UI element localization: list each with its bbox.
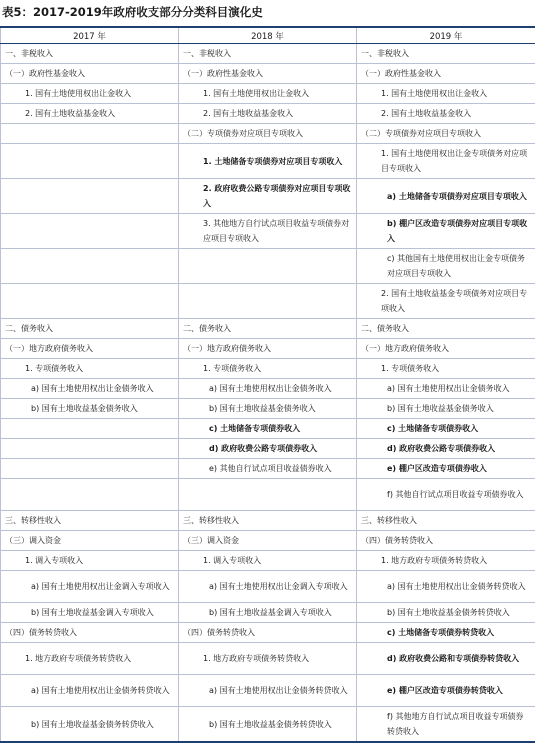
table-row: [1, 249, 535, 284]
table-row: [1, 319, 535, 339]
table-cell: 1. 专项债务收入: [1, 359, 179, 379]
table-cell: [179, 479, 357, 511]
table-row: [1, 571, 535, 603]
table-cell: （一）政府性基金收入: [357, 64, 535, 84]
table-cell: 二、债务收入: [357, 319, 535, 339]
table-row: [1, 284, 535, 319]
table-cell: [179, 284, 357, 319]
table-cell: （一）地方政府债务收入: [179, 339, 357, 359]
table-row: [1, 623, 535, 643]
table-row: [1, 675, 535, 707]
table-cell: e) 其他自行试点项目收益债券收入: [179, 459, 357, 479]
table-cell: 1. 国有土地使用权出让金收入: [357, 84, 535, 104]
table-cell: 2. 政府收费公路专项债券对应项目专项收入: [179, 179, 357, 214]
table-row: [1, 104, 535, 124]
table-cell: b) 国有土地收益基金债务转贷收入: [1, 707, 179, 743]
table-cell: 2. 国有土地收益基金收入: [1, 104, 179, 124]
table-cell: 2. 国有土地收益基金收入: [179, 104, 357, 124]
table-cell: a) 国有土地使用权出让金债务收入: [1, 379, 179, 399]
table-row: [1, 551, 535, 571]
table-cell: 1. 土地储备专项债券对应项目专项收入: [179, 144, 357, 179]
table-cell: d) 政府收费公路和专项债券转贷收入: [357, 643, 535, 675]
table-cell: （四）债务转贷收入: [357, 531, 535, 551]
table-cell: （三）调入资金: [179, 531, 357, 551]
table-cell: （一）地方政府债务收入: [1, 339, 179, 359]
table-cell: [1, 144, 179, 179]
table-cell: （一）政府性基金收入: [1, 64, 179, 84]
table-cell: 二、债务收入: [1, 319, 179, 339]
table-cell: c) 土地储备专项债券收入: [179, 419, 357, 439]
table-row: [1, 64, 535, 84]
table-cell: b) 国有土地收益基金调入专项收入: [179, 603, 357, 623]
table-cell: 一、非税收入: [1, 44, 179, 64]
table-cell: 三、转移性收入: [179, 511, 357, 531]
table-row: [1, 339, 535, 359]
table-cell: 三、转移性收入: [1, 511, 179, 531]
table-cell: c) 土地储备专项债券收入: [357, 419, 535, 439]
table-row: [1, 531, 535, 551]
table-cell: 1. 调入专项收入: [1, 551, 179, 571]
table-cell: b) 国有土地收益基金债务收入: [179, 399, 357, 419]
table-cell: b) 国有土地收益基金债务转贷收入: [179, 707, 357, 743]
table-row: [1, 44, 535, 64]
table-cell: 2. 国有土地收益基金收入: [357, 104, 535, 124]
table-cell: 1. 专项债务收入: [179, 359, 357, 379]
table-cell: 三、转移性收入: [357, 511, 535, 531]
table-cell: b) 国有土地收益基金债务收入: [357, 399, 535, 419]
table-cell: f) 其他自行试点项目收益专项债券收入: [357, 479, 535, 511]
table-title: 表5：2017-2019年政府收支部分分类科目演化史: [2, 4, 263, 20]
table-cell: f) 其他地方自行试点项目收益专项债券转贷收入: [357, 707, 535, 743]
table-cell: 一、非税收入: [357, 44, 535, 64]
table-row: [1, 84, 535, 104]
table-cell: （二）专项债券对应项目专项收入: [179, 124, 357, 144]
table-cell: a) 国有土地使用权出让金债务收入: [357, 379, 535, 399]
table-cell: a) 国有土地使用权出让金债务收入: [179, 379, 357, 399]
table-cell: [1, 124, 179, 144]
table-cell: d) 政府收费公路专项债券收入: [357, 439, 535, 459]
table-cell: c) 其他国有土地使用权出让金专项债务对应项目专项收入: [357, 249, 535, 284]
table-cell: 1. 地方政府专项债务转贷收入: [1, 643, 179, 675]
table-row: [1, 479, 535, 511]
table-row: [1, 399, 535, 419]
table-cell: d) 政府收费公路专项债券收入: [179, 439, 357, 459]
table-row: [1, 379, 535, 399]
table-cell: （四）债务转贷收入: [1, 623, 179, 643]
header-2019: 2019 年: [357, 27, 535, 44]
table-row: [1, 214, 535, 249]
table-cell: [1, 439, 179, 459]
table-cell: （一）政府性基金收入: [179, 64, 357, 84]
table-cell: b) 棚户区改造专项债券对应项目专项收入: [357, 214, 535, 249]
table-row: [1, 439, 535, 459]
table-cell: a) 土地储备专项债券对应项目专项收入: [357, 179, 535, 214]
table-cell: a) 国有土地使用权出让金调入专项收入: [1, 571, 179, 603]
table-cell: [1, 284, 179, 319]
table-row: [1, 179, 535, 214]
table-cell: [1, 419, 179, 439]
table-cell: b) 国有土地收益基金债务转贷收入: [357, 603, 535, 623]
table-row: [1, 511, 535, 531]
table-row: [1, 359, 535, 379]
table-cell: [1, 479, 179, 511]
table-cell: e) 棚户区改造专项债券转贷收入: [357, 675, 535, 707]
table-row: [1, 144, 535, 179]
table-row: [1, 419, 535, 439]
header-2017: 2017 年: [1, 27, 179, 44]
table-cell: 3. 其他地方自行试点项目收益专项债券对应项目专项收入: [179, 214, 357, 249]
table-cell: a) 国有土地使用权出让金债务转贷收入: [1, 675, 179, 707]
table-cell: e) 棚户区改造专项债券收入: [357, 459, 535, 479]
table-cell: [179, 249, 357, 284]
table-cell: （一）地方政府债务收入: [357, 339, 535, 359]
table-cell: a) 国有土地使用权出让金调入专项收入: [179, 571, 357, 603]
table-cell: 1. 调入专项收入: [179, 551, 357, 571]
table-row: [1, 124, 535, 144]
table-cell: 1. 国有土地使用权出让金收入: [179, 84, 357, 104]
table-row: [1, 603, 535, 623]
table-cell: a) 国有土地使用权出让金债务转贷收入: [179, 675, 357, 707]
table-cell: [1, 459, 179, 479]
table-cell: c) 土地储备专项债券转贷收入: [357, 623, 535, 643]
table-cell: （四）债务转贷收入: [179, 623, 357, 643]
table-cell: （三）调入资金: [1, 531, 179, 551]
table-row: [1, 707, 535, 743]
table-cell: （二）专项债券对应项目专项收入: [357, 124, 535, 144]
table-cell: 2. 国有土地收益基金专项债务对应项目专项收入: [357, 284, 535, 319]
table-cell: b) 国有土地收益基金债务收入: [1, 399, 179, 419]
header-2018: 2018 年: [179, 27, 357, 44]
table-cell: b) 国有土地收益基金调入专项收入: [1, 603, 179, 623]
table-cell: 1. 专项债务收入: [357, 359, 535, 379]
table-cell: 一、非税收入: [179, 44, 357, 64]
table-row: [1, 643, 535, 675]
table-cell: a) 国有土地使用权出让金债务转贷收入: [357, 571, 535, 603]
table-cell: 1. 国有土地使用权出让金收入: [1, 84, 179, 104]
table-cell: [1, 179, 179, 214]
table-row: [1, 459, 535, 479]
table-cell: [1, 249, 179, 284]
table-cell: 1. 国有土地使用权出让金专项债务对应项目专项收入: [357, 144, 535, 179]
evolution-table: [0, 26, 535, 743]
table-cell: 1. 地方政府专项债务转贷收入: [357, 551, 535, 571]
header-row: [1, 27, 535, 44]
table-cell: 1. 地方政府专项债务转贷收入: [179, 643, 357, 675]
table-cell: 二、债务收入: [179, 319, 357, 339]
table-cell: [1, 214, 179, 249]
